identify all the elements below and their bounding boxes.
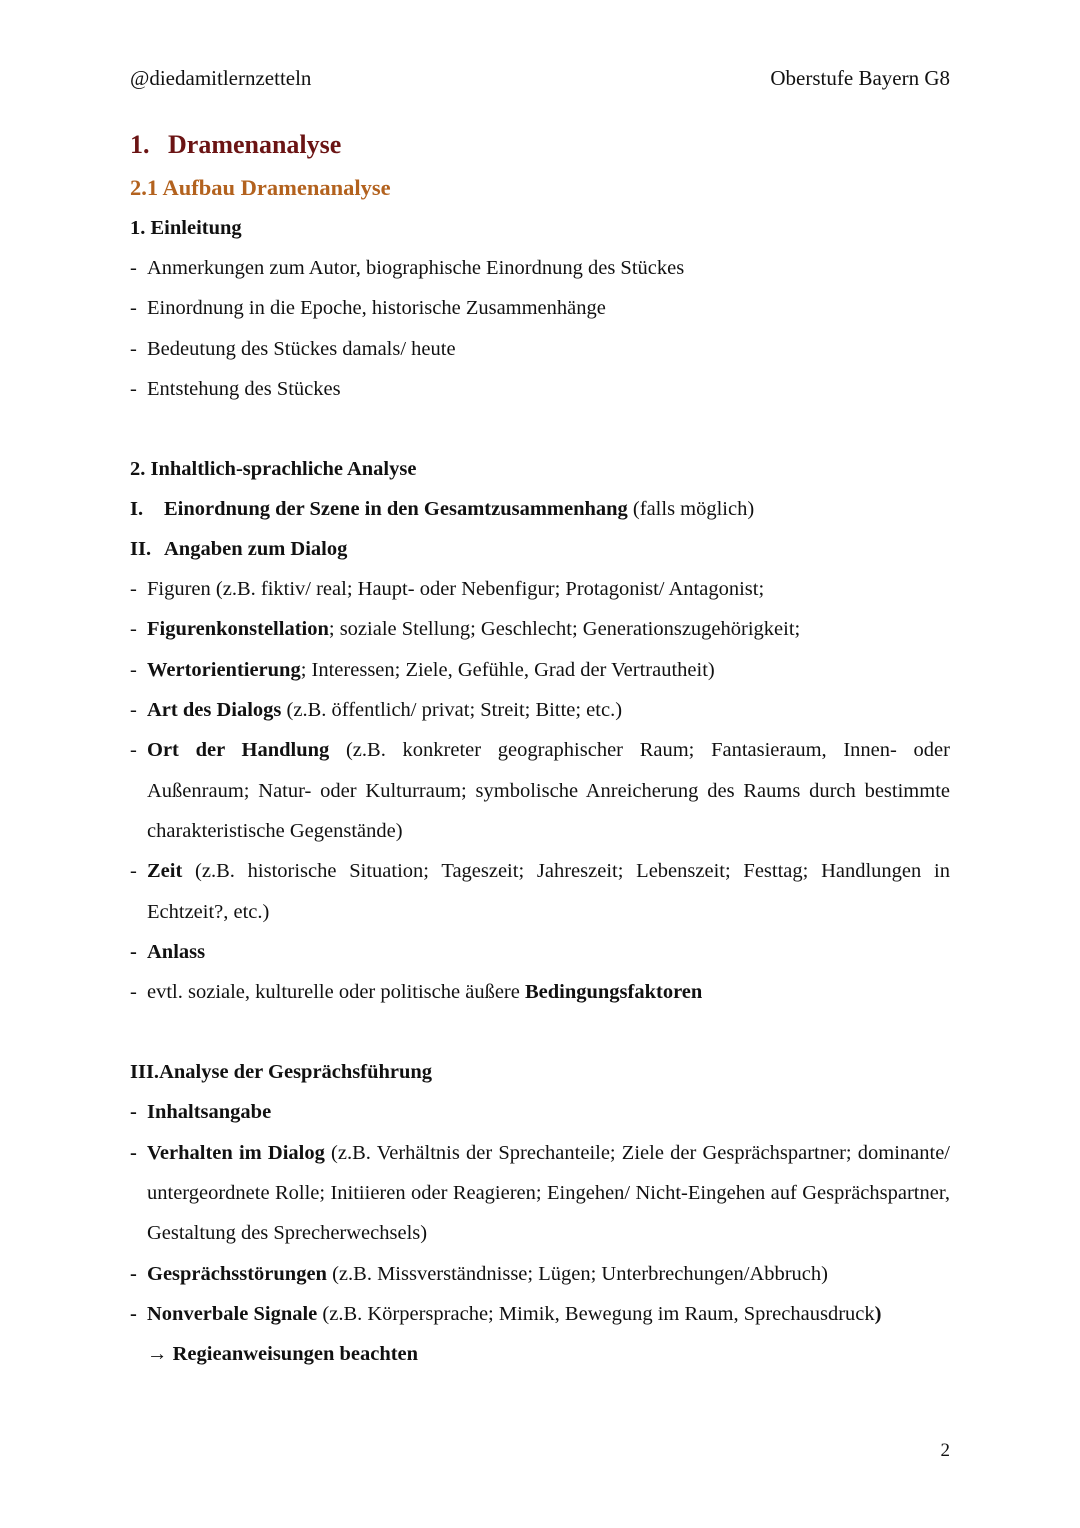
text-segment: Zeit	[147, 860, 183, 883]
text-segment: Entstehung des Stückes	[147, 377, 341, 400]
subsection-heading: 2.1 Aufbau Dramenanalyse	[130, 175, 391, 200]
analyse-title: 2. Inhaltlich-sprachliche Analyse	[130, 458, 417, 481]
bullet-dash: -	[130, 377, 137, 400]
bullet-dash: -	[130, 940, 137, 963]
list-item	[130, 851, 950, 932]
list-item	[130, 1294, 950, 1334]
page-number: 2	[940, 1440, 950, 1461]
list-item	[130, 369, 950, 409]
bullet-dash: -	[130, 658, 137, 681]
list-item	[130, 650, 950, 690]
text-segment: III.	[130, 1061, 160, 1084]
bullet-dash: -	[130, 257, 137, 279]
text-segment: (falls möglich)	[627, 498, 755, 521]
text-segment: Nonverbale Signale	[147, 1302, 318, 1325]
einleitung-title: 1. Einleitung	[130, 217, 242, 239]
text-segment: (z.B. konkreter geographischer Raum; Fantasieraum, Innen- oder Außenraum; Natur- oder Kulturraum; symbolische Anreicherung des Raums durch bestimmte charakteristische Gegenstände)	[147, 739, 950, 842]
bullet-dash: -	[130, 699, 137, 722]
text-segment: (z.B. historische Situation; Tageszeit; Jahreszeit; Lebenszeit; Festtag; Handlungen in Echtzeit?, etc.)	[147, 860, 950, 923]
header-left: @diedamitlernzetteln	[130, 66, 312, 90]
text-segment: Figuren (z.B. fiktiv/ real; Haupt- oder Nebenfigur; Protagonist/ Antagonist;	[147, 578, 765, 601]
roman-item	[130, 529, 950, 569]
text-segment: Art des Dialogs	[147, 699, 282, 722]
text-segment: Ort der Handlung	[147, 739, 330, 762]
list-item	[130, 288, 950, 328]
list-item	[130, 972, 950, 1012]
text-segment: Anmerkungen zum Autor, biographische Einordnung des Stückes	[147, 257, 685, 279]
list-item	[130, 932, 950, 972]
text-segment: Angaben zum Dialog	[164, 538, 348, 561]
bullet-dash: -	[130, 337, 137, 360]
text-segment: II.	[130, 538, 152, 561]
bullet-dash: -	[130, 1101, 137, 1124]
text-segment: (z.B. Missverständnisse; Lügen; Unterbrechungen/Abbruch)	[326, 1262, 828, 1285]
bullet-dash: -	[130, 739, 137, 762]
list-item	[130, 1133, 950, 1254]
text-segment: Inhaltsangabe	[147, 1101, 272, 1124]
text-segment: Gesprächsstörungen	[147, 1262, 327, 1285]
list-item	[130, 690, 950, 730]
text-segment: ; Interessen; Ziele, Gefühle, Grad der Vertrautheit)	[300, 658, 715, 681]
section-number: 1.	[130, 130, 150, 159]
bullet-dash: -	[130, 860, 137, 883]
bullet-dash: -	[130, 297, 137, 320]
text-segment: (z.B. Verhältnis der Sprechanteile; Ziele der Gesprächspartner; dominante/ untergeordnete Rolle; Initiieren oder Reagieren; Eingehen/ Nicht-Eingehen auf Gesprächspartner, Gestaltung des Sprecherwechsels)	[147, 1141, 950, 1245]
bullet-dash: -	[130, 578, 137, 601]
document-body	[130, 122, 950, 1374]
list-item	[130, 1254, 950, 1294]
text-segment: Einordnung in die Epoche, historische Zusammenhänge	[147, 297, 606, 320]
list-item	[130, 609, 950, 649]
text-segment: Einordnung der Szene in den Gesamtzusammenhang	[164, 498, 628, 521]
roman-item	[130, 489, 950, 529]
text-segment: (z.B. öffentlich/ privat; Streit; Bitte; etc.)	[281, 699, 623, 722]
text-segment: Bedeutung des Stückes damals/ heute	[147, 337, 456, 360]
gespraechsfuehrung-title	[130, 1052, 950, 1092]
header-right: Oberstufe Bayern G8	[770, 66, 950, 90]
bullet-dash: -	[130, 1302, 137, 1325]
text-segment: Bedingungsfaktoren	[524, 981, 703, 1004]
text-segment: evtl. soziale, kulturelle oder politische äußere	[147, 981, 525, 1004]
section-title: Dramenanalyse	[168, 130, 342, 159]
bullet-dash: -	[130, 1141, 137, 1164]
list-item	[130, 1092, 950, 1132]
text-segment: Verhalten im Dialog	[147, 1141, 325, 1164]
text-segment: I.	[130, 498, 144, 521]
regieanweisungen-note: → Regieanweisungen beachten	[147, 1343, 419, 1366]
text-segment: )	[874, 1302, 882, 1325]
section-heading	[130, 122, 950, 168]
bullet-dash: -	[130, 1262, 137, 1285]
list-item	[130, 248, 950, 288]
bullet-dash: -	[130, 981, 137, 1004]
text-segment: ; soziale Stellung; Geschlecht; Generationszugehörigkeit;	[328, 618, 801, 641]
list-item	[130, 329, 950, 369]
text-segment: (z.B. Körpersprache; Mimik, Bewegung im Raum, Sprechausdruck	[317, 1302, 875, 1325]
text-segment: Analyse der Gesprächsführung	[159, 1061, 433, 1084]
text-segment: Wertorientierung	[147, 658, 301, 681]
text-segment: Anlass	[147, 940, 206, 963]
list-item	[130, 569, 950, 609]
text-segment: Figurenkonstellation	[147, 618, 329, 641]
bullet-dash: -	[130, 618, 137, 641]
list-item	[130, 730, 950, 851]
